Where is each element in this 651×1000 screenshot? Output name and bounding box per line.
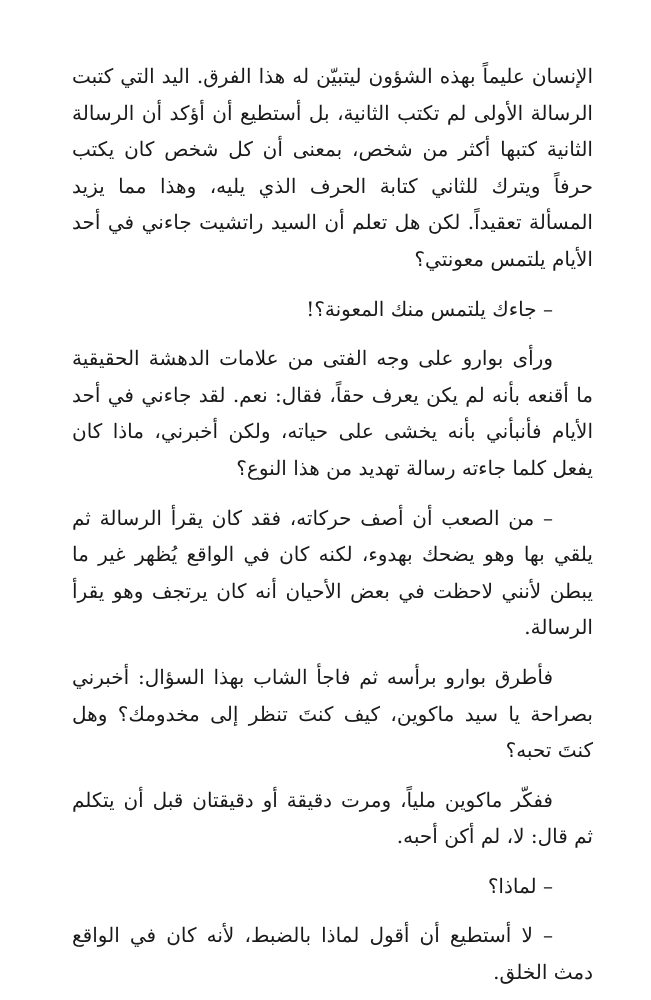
paragraph-3: ورأى بوارو على وجه الفتى من علامات الدهشة الحقيقية ما أقنعه بأنه لم يكن يعرف حقاً، فقال: نعم. لقد جاءني في أحد الأيام فأنبأني بأنه يخشى على حياته، ولكن أخبرني، ماذا كان يفعل كلما جاءته رسالة تهديد من هذا النوع؟ (72, 346, 593, 480)
paragraph-1: الإنسان عليماً بهذه الشؤون ليتبيّن له هذا الفرق. اليد التي كتبت الرسالة الأولى لم تكتب الثانية، بل أستطيع أن أؤكد أن الرسالة الثانية كتبها أكثر من شخص، بمعنى أن كل شخص كان يكتب حرفاً ويترك للثاني كتابة الحرف الذي يليه، وهذا مما يزيد المسألة تعقيداً. لكن هل تعلم أن السيد راتشيت جاءني في أحد الأيام يلتمس معونتي؟ (72, 64, 593, 271)
paragraph-8: – لا أستطيع أن أقول لماذا بالضبط، لأنه كان في الواقع دمث الخلق. (72, 923, 593, 985)
paragraph-5: فأطرق بوارو برأسه ثم فاجأ الشاب بهذا السؤال: أخبرني بصراحة يا سيد ماكوين، كيف كنتَ تنظر إلى مخدومك؟ وهل كنتَ تحبه؟ (72, 664, 593, 763)
paragraph-2: – جاءك يلتمس منك المعونة؟! (306, 296, 553, 321)
paragraph-7: – لماذا؟ (487, 873, 553, 898)
paragraph-6: ففكّر ماكوين ملياً، ومرت دقيقة أو دقيقتان قبل أن يتكلم ثم قال: لا، لم أكن أحبه. (72, 787, 593, 849)
paragraph-4: – من الصعب أن أصف حركاته، فقد كان يقرأ الرسالة ثم يلقي بها وهو يضحك بهدوء، لكنه كان في الواقع يُظهر غير ما يبطن لأنني لاحظت في بعض الأحيان أنه كان يرتجف وهو يقرأ الرسالة. (72, 505, 593, 640)
